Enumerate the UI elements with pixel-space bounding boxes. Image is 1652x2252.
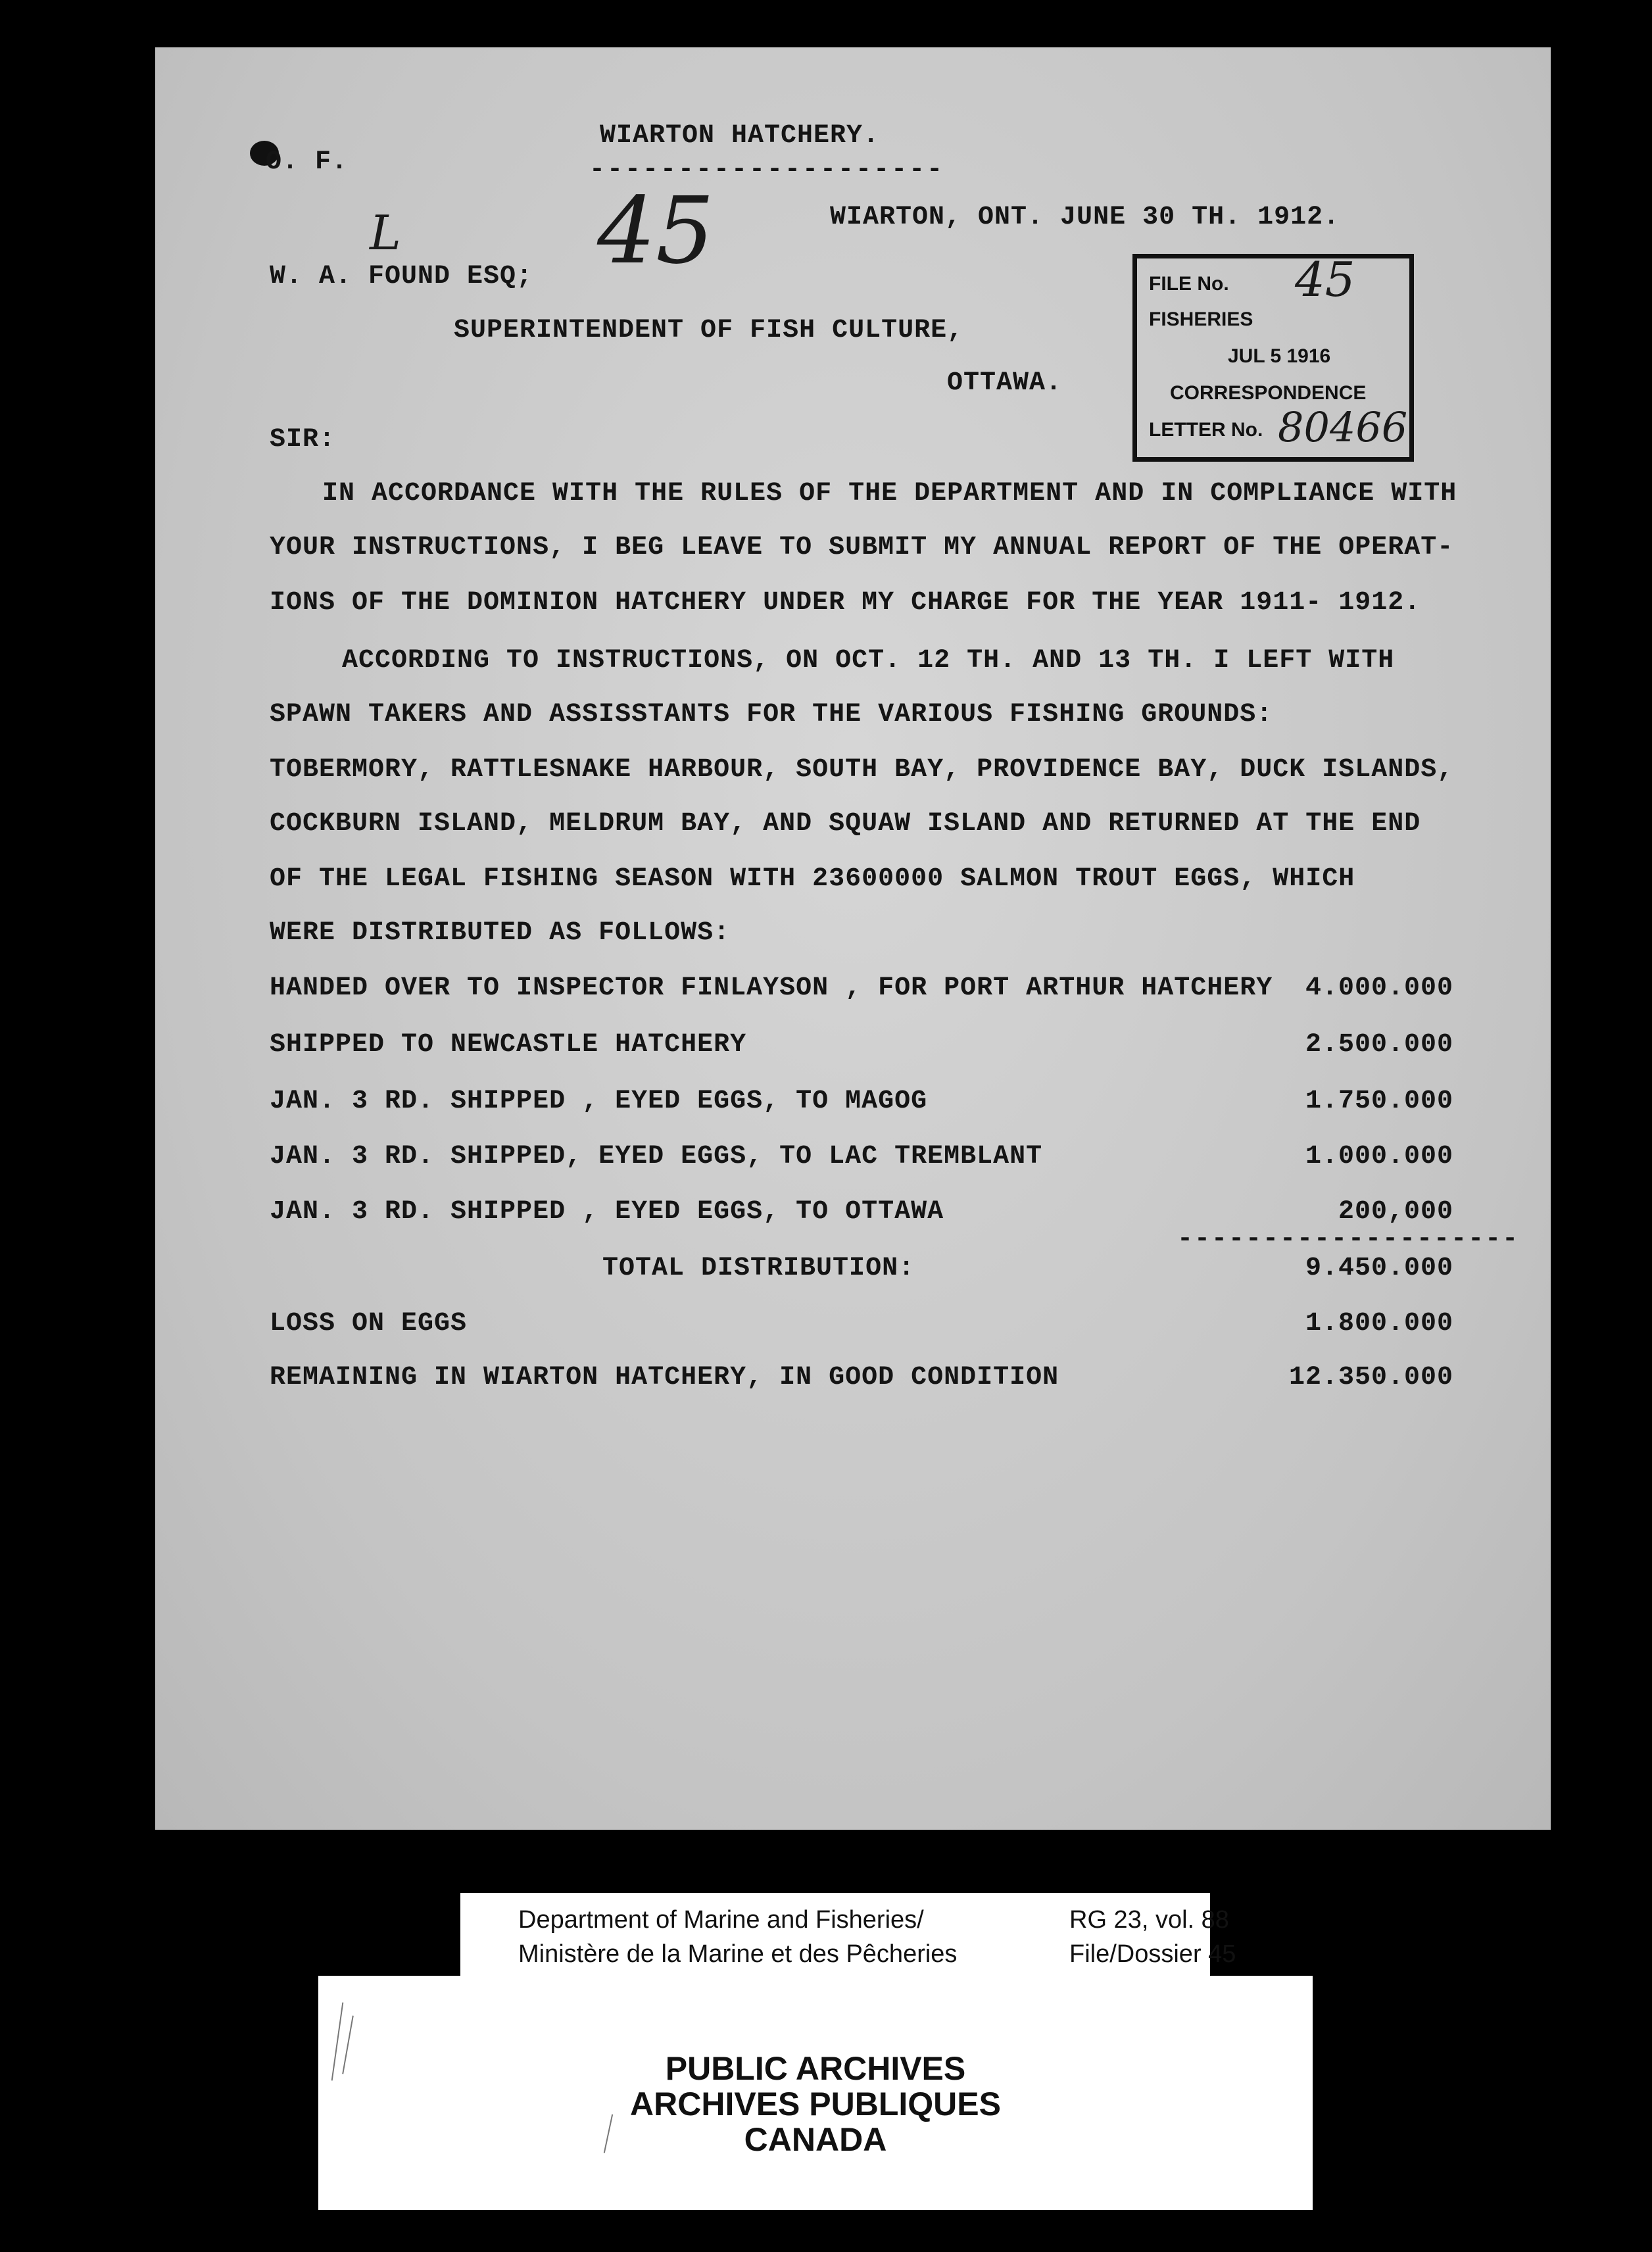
heading-underline: -------------------- xyxy=(589,155,945,185)
row-value: 1.750.000 xyxy=(1305,1087,1453,1116)
ref-volume: RG 23, vol. 88 xyxy=(1069,1906,1229,1934)
loss-value: 1.800.000 xyxy=(1305,1309,1453,1338)
paragraph-1-line: IN ACCORDANCE WITH THE RULES OF THE DEPARTMENT AND IN COMPLIANCE WITH xyxy=(322,479,1457,508)
dept-french: Ministère de la Marine et des Pêcheries xyxy=(518,1940,958,1968)
sum-rule: -------------------- xyxy=(1177,1225,1520,1254)
archives-stamp-card xyxy=(318,1976,1313,2210)
date-line: WIARTON, ONT. JUNE 30 TH. 1912. xyxy=(830,203,1340,232)
row-label: JAN. 3 RD. SHIPPED , EYED EGGS, TO MAGOG xyxy=(270,1087,928,1116)
row-label: JAN. 3 RD. SHIPPED , EYED EGGS, TO OTTAWA xyxy=(270,1197,944,1227)
header-left: O. F. xyxy=(266,147,349,177)
row-value: 1.000.000 xyxy=(1305,1142,1453,1171)
paragraph-2-line: ACCORDING TO INSTRUCTIONS, ON OCT. 12 TH. AND 13 TH. I LEFT WITH xyxy=(342,646,1395,675)
stamp-type: CORRESPONDENCE xyxy=(1170,382,1367,404)
row-value: 200,000 xyxy=(1338,1197,1453,1227)
paragraph-2-line: COCKBURN ISLAND, MELDRUM BAY, AND SQUAW ISLAND AND RETURNED AT THE END xyxy=(270,809,1421,839)
addressee-name: W. A. FOUND ESQ; xyxy=(270,262,533,291)
stamp-dept: FISHERIES xyxy=(1149,308,1253,330)
received-stamp xyxy=(1132,254,1414,462)
stamp-date: JUL 5 1916 xyxy=(1228,345,1331,367)
addressee-city: OTTAWA. xyxy=(947,368,1063,398)
stamp-letter-label: LETTER No. xyxy=(1149,419,1263,441)
addressee-title: SUPERINTENDENT OF FISH CULTURE, xyxy=(454,316,964,345)
remaining-value: 12.350.000 xyxy=(1288,1363,1453,1392)
paragraph-2-line: WERE DISTRIBUTED AS FOLLOWS: xyxy=(270,918,731,948)
loss-label: LOSS ON EGGS xyxy=(270,1309,468,1338)
paragraph-2-line: TOBERMORY, RATTLESNAKE HARBOUR, SOUTH BAY, PROVIDENCE BAY, DUCK ISLANDS, xyxy=(270,755,1454,785)
archives-country: CANADA xyxy=(744,2121,887,2158)
total-value: 9.450.000 xyxy=(1305,1254,1453,1283)
paragraph-1-line: IONS OF THE DOMINION HATCHERY UNDER MY CHARGE FOR THE YEAR 1911- 1912. xyxy=(270,588,1421,618)
row-label: SHIPPED TO NEWCASTLE HATCHERY xyxy=(270,1030,747,1060)
handwritten-mark: L xyxy=(370,205,401,260)
total-label: TOTAL DISTRIBUTION: xyxy=(602,1254,915,1283)
paragraph-2-line: SPAWN TAKERS AND ASSISSTANTS FOR THE VARIOUS FISHING GROUNDS: xyxy=(270,700,1273,729)
stamp-letter-value: 80466 xyxy=(1278,403,1408,451)
paragraph-1-line: YOUR INSTRUCTIONS, I BEG LEAVE TO SUBMIT MY ANNUAL REPORT OF THE OPERAT- xyxy=(270,533,1454,562)
archives-english: PUBLIC ARCHIVES xyxy=(665,2050,966,2087)
handwritten-file-number: 45 xyxy=(597,178,715,285)
archives-french: ARCHIVES PUBLIQUES xyxy=(630,2086,1001,2122)
row-label: JAN. 3 RD. SHIPPED, EYED EGGS, TO LAC TREMBLANT xyxy=(270,1142,1043,1171)
dept-english: Department of Marine and Fisheries/ xyxy=(518,1906,924,1934)
row-value: 2.500.000 xyxy=(1305,1030,1453,1060)
row-value: 4.000.000 xyxy=(1305,973,1453,1003)
letter-heading: WIARTON HATCHERY. xyxy=(600,121,880,151)
row-label: HANDED OVER TO INSPECTOR FINLAYSON , FOR PORT ARTHUR HATCHERY xyxy=(270,973,1273,1003)
remaining-label: REMAINING IN WIARTON HATCHERY, IN GOOD CONDITION xyxy=(270,1363,1059,1392)
ref-file: File/Dossier 45 xyxy=(1069,1940,1236,1968)
stamp-file-label: FILE No. xyxy=(1149,273,1229,295)
salutation: SIR: xyxy=(270,425,336,454)
paragraph-2-line: OF THE LEGAL FISHING SEASON WITH 23600000 SALMON TROUT EGGS, WHICH xyxy=(270,864,1355,894)
stamp-file-value: 45 xyxy=(1295,252,1355,307)
